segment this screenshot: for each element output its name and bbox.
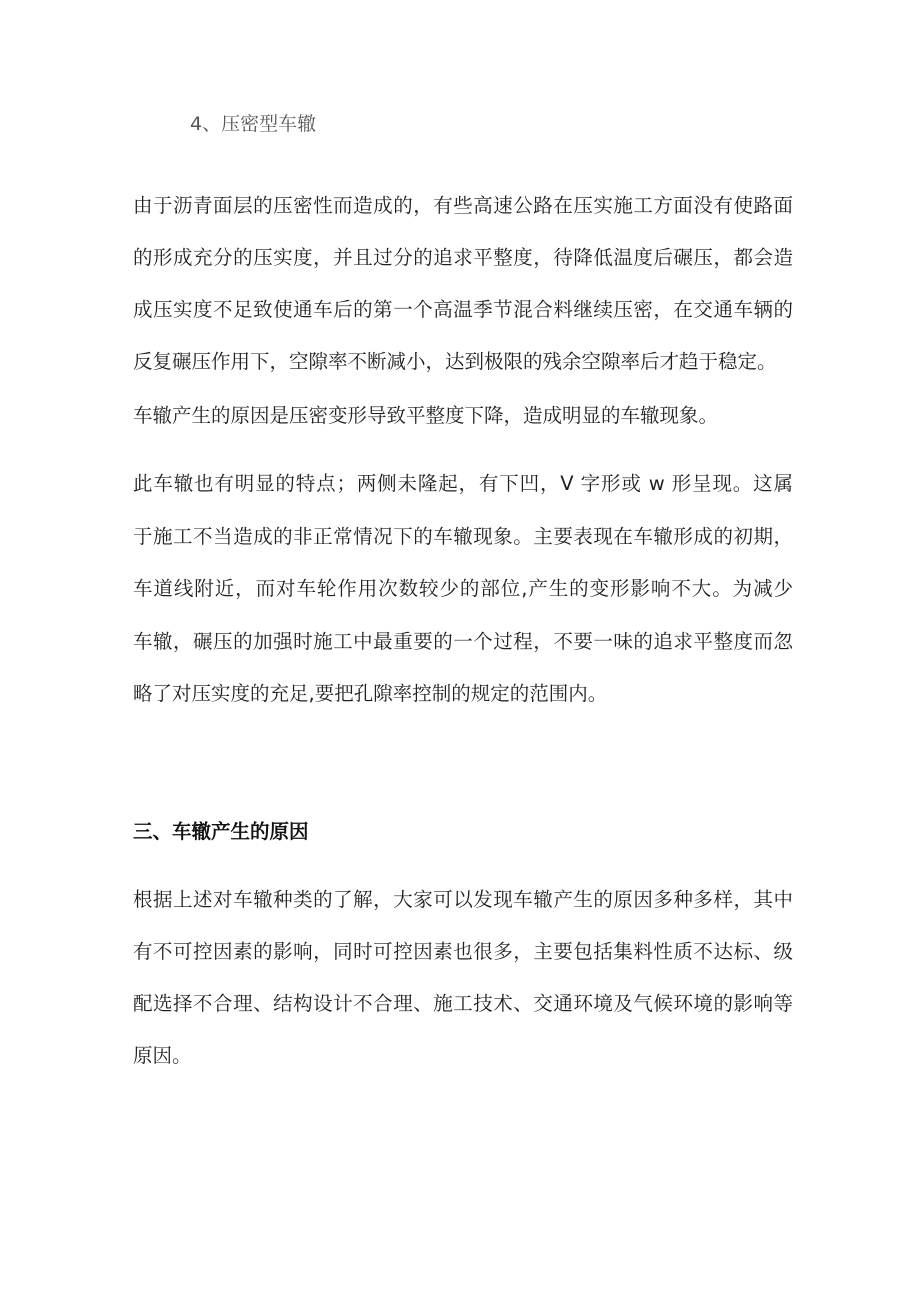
paragraph-line: 反复碾压作用下，空隙率不断减小，达到极限的残余空隙率后才趋于稳定。 [133,350,777,373]
paragraph-line: 原因。 [133,1044,192,1067]
paragraph-line: 车辙，碾压的加强时施工中最重要的一个过程，不要一味的追求平整度而忽 [133,629,793,653]
paragraph-rutting-reason [133,390,793,442]
paragraph-line: 于施工不当造成的非正常情况下的车辙现象。主要表现在车辙形成的初期， [133,524,793,548]
paragraph-line: 车道线附近，而对车轮作用次数较少的部位,产生的变形影响不大。为减少 [133,577,793,600]
paragraph-line: 有不可控因素的影响，同时可控因素也很多，主要包括集料性质不达标、级 [133,940,793,963]
paragraph-line: 车辙产生的原因是压密变形导致平整度下降，造成明显的车辙现象。 [133,404,719,427]
subheading-compaction-rutting: 4、压密型车辙 [190,113,317,135]
section-heading-rutting-causes: 三、车辙产生的原因 [133,820,309,843]
paragraph-line: 略了对压实度的充足,要把孔隙率控制的规定的范围内。 [133,682,608,705]
paragraph-rutting-features [133,458,793,721]
paragraph-line: 由于沥青面层的压密性而造成的，有些高速公路在压实施工方面没有使路面 [133,194,793,217]
paragraph-line: 成压实度不足致使通车后的第一个高温季节混合料继续压密，在交通车辆的 [133,298,793,321]
paragraph-line: 的形成充分的压实度，并且过分的追求平整度，待降低温度后碾压，都会造 [133,246,793,269]
paragraph-causes-summary [133,874,793,1082]
paragraph-line: 配选择不合理、结构设计不合理、施工技术、交通环境及气候环境的影响等 [133,992,793,1015]
paragraph-compaction-cause [133,180,793,388]
paragraph-line: 根据上述对车辙种类的了解，大家可以发现车辙产生的原因多种多样，其中 [133,888,793,911]
paragraph-line: 此车辙也有明显的特点；两侧未隆起，有下凹，V 字形或 w 形呈现。这属 [133,472,793,495]
